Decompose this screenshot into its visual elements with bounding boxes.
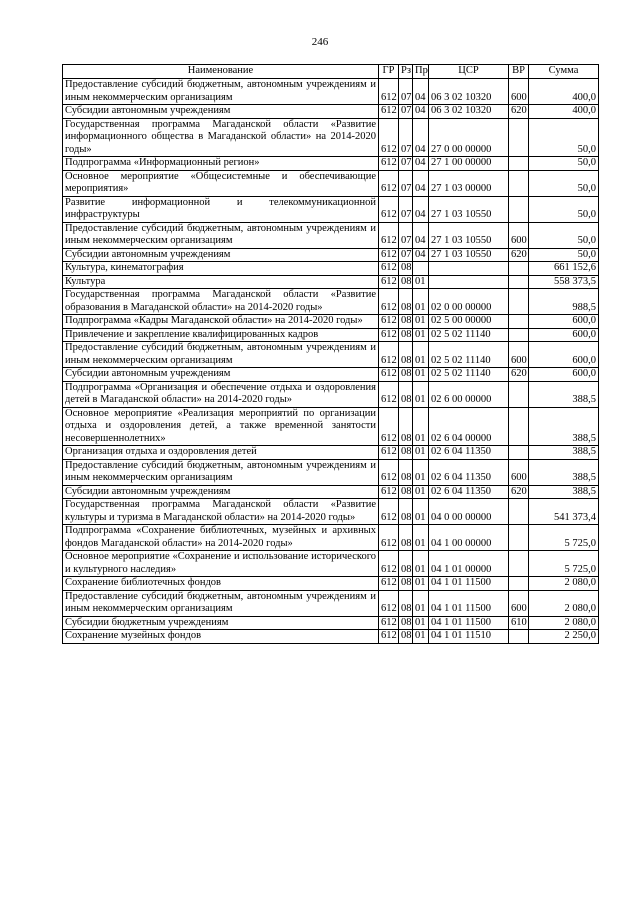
cell-vr (509, 328, 529, 342)
cell-gr: 612 (379, 170, 399, 196)
cell-rz: 08 (399, 289, 413, 315)
cell-rz: 08 (399, 630, 413, 644)
cell-name: Подпрограмма «Кадры Магаданской области» на 2014-2020 годы» (63, 315, 379, 329)
cell-name: Развитие информационной и телекоммуникационной инфраструктуры (63, 196, 379, 222)
cell-sum: 50,0 (529, 222, 599, 248)
table-row (63, 499, 599, 525)
cell-rz: 08 (399, 577, 413, 591)
table-row (63, 170, 599, 196)
cell-sum: 600,0 (529, 328, 599, 342)
cell-pr: 04 (413, 79, 429, 105)
page-number: 246 (311, 36, 329, 48)
budget-table (62, 64, 599, 644)
cell-pr: 01 (413, 577, 429, 591)
cell-pr: 01 (413, 407, 429, 446)
cell-vr: 600 (509, 459, 529, 485)
cell-sum: 50,0 (529, 118, 599, 157)
cell-pr: 01 (413, 459, 429, 485)
cell-vr (509, 262, 529, 276)
cell-gr: 612 (379, 499, 399, 525)
cell-vr: 600 (509, 79, 529, 105)
cell-pr: 01 (413, 499, 429, 525)
cell-rz: 08 (399, 551, 413, 577)
cell-sum: 5 725,0 (529, 551, 599, 577)
table-row (63, 459, 599, 485)
cell-name: Предоставление субсидий бюджетным, автономным учреждениям и иным некоммерческим организациям (63, 459, 379, 485)
cell-sum: 661 152,6 (529, 262, 599, 276)
cell-gr: 612 (379, 368, 399, 382)
cell-pr: 01 (413, 551, 429, 577)
cell-sum: 50,0 (529, 248, 599, 262)
table-row (63, 342, 599, 368)
cell-sum: 5 725,0 (529, 525, 599, 551)
table-row (63, 196, 599, 222)
cell-sum: 400,0 (529, 79, 599, 105)
cell-name: Государственная программа Магаданской области «Развитие образования в Магаданской области» на 2014-2020 годы» (63, 289, 379, 315)
cell-gr: 612 (379, 407, 399, 446)
table-row (63, 289, 599, 315)
table-row (63, 368, 599, 382)
cell-csr: 27 1 03 10550 (429, 196, 509, 222)
table-row (63, 381, 599, 407)
cell-rz: 07 (399, 79, 413, 105)
cell-csr: 27 0 00 00000 (429, 118, 509, 157)
cell-rz: 08 (399, 328, 413, 342)
table-row (63, 118, 599, 157)
cell-name: Предоставление субсидий бюджетным, автономным учреждениям и иным некоммерческим организациям (63, 79, 379, 105)
cell-name: Предоставление субсидий бюджетным, автономным учреждениям и иным некоммерческим организациям (63, 590, 379, 616)
cell-sum: 388,5 (529, 407, 599, 446)
cell-pr: 01 (413, 342, 429, 368)
cell-gr: 612 (379, 551, 399, 577)
cell-name: Субсидии бюджетным учреждениям (63, 616, 379, 630)
cell-gr: 612 (379, 328, 399, 342)
table-row (63, 248, 599, 262)
cell-gr: 612 (379, 616, 399, 630)
cell-csr: 04 1 01 00000 (429, 551, 509, 577)
cell-pr: 01 (413, 590, 429, 616)
cell-csr: 02 6 04 11350 (429, 485, 509, 499)
cell-rz: 08 (399, 616, 413, 630)
cell-rz: 08 (399, 485, 413, 499)
cell-rz: 07 (399, 157, 413, 171)
cell-gr: 612 (379, 118, 399, 157)
cell-name: Государственная программа Магаданской области «Развитие информационного общества в Магаданской области» на 2014-2020 годы» (63, 118, 379, 157)
cell-gr: 612 (379, 577, 399, 591)
cell-gr: 612 (379, 196, 399, 222)
cell-name: Основное мероприятие «Сохранение и использование исторического и культурного наследия» (63, 551, 379, 577)
cell-gr: 612 (379, 79, 399, 105)
cell-vr (509, 630, 529, 644)
cell-vr (509, 157, 529, 171)
table-row (63, 315, 599, 329)
cell-gr: 612 (379, 459, 399, 485)
table-row (63, 157, 599, 171)
cell-rz: 08 (399, 342, 413, 368)
cell-rz: 08 (399, 446, 413, 460)
cell-sum: 988,5 (529, 289, 599, 315)
table-row (63, 525, 599, 551)
cell-pr: 04 (413, 196, 429, 222)
table-row (63, 446, 599, 460)
cell-vr: 610 (509, 616, 529, 630)
cell-gr: 612 (379, 446, 399, 460)
cell-pr: 01 (413, 616, 429, 630)
cell-rz: 08 (399, 407, 413, 446)
cell-name: Сохранение библиотечных фондов (63, 577, 379, 591)
cell-rz: 07 (399, 105, 413, 119)
cell-rz: 08 (399, 525, 413, 551)
cell-name: Подпрограмма «Информационный регион» (63, 157, 379, 171)
cell-sum: 600,0 (529, 342, 599, 368)
cell-csr: 02 6 04 11350 (429, 459, 509, 485)
cell-gr: 612 (379, 157, 399, 171)
cell-pr: 04 (413, 222, 429, 248)
cell-gr: 612 (379, 525, 399, 551)
cell-sum: 558 373,5 (529, 275, 599, 289)
cell-rz: 08 (399, 368, 413, 382)
cell-vr: 620 (509, 485, 529, 499)
cell-rz: 08 (399, 262, 413, 276)
cell-sum: 388,5 (529, 485, 599, 499)
cell-name: Сохранение музейных фондов (63, 630, 379, 644)
cell-pr: 01 (413, 381, 429, 407)
cell-vr (509, 196, 529, 222)
cell-csr: 04 1 00 00000 (429, 525, 509, 551)
cell-rz: 07 (399, 196, 413, 222)
table-row (63, 616, 599, 630)
table-row (63, 590, 599, 616)
cell-vr: 600 (509, 590, 529, 616)
cell-csr: 06 3 02 10320 (429, 105, 509, 119)
cell-pr (413, 262, 429, 276)
cell-csr: 04 1 01 11500 (429, 577, 509, 591)
cell-csr: 04 0 00 00000 (429, 499, 509, 525)
cell-gr: 612 (379, 275, 399, 289)
cell-name: Основное мероприятие «Общесистемные и обеспечивающие мероприятия» (63, 170, 379, 196)
cell-gr: 612 (379, 315, 399, 329)
cell-sum: 2 250,0 (529, 630, 599, 644)
cell-name: Основное мероприятие «Реализация мероприятий по организации отдыха и оздоровления детей, а также временной занятости несовершеннолетних» (63, 407, 379, 446)
cell-rz: 07 (399, 248, 413, 262)
cell-csr: 02 5 02 11140 (429, 342, 509, 368)
cell-name: Предоставление субсидий бюджетным, автономным учреждениям и иным некоммерческим организациям (63, 222, 379, 248)
table-row (63, 630, 599, 644)
cell-pr: 01 (413, 368, 429, 382)
cell-pr: 01 (413, 328, 429, 342)
cell-name: Организация отдыха и оздоровления детей (63, 446, 379, 460)
cell-vr (509, 289, 529, 315)
cell-csr: 02 6 00 00000 (429, 381, 509, 407)
cell-gr: 612 (379, 342, 399, 368)
header-vr: ВР (509, 65, 529, 79)
cell-vr (509, 381, 529, 407)
header-name: Наименование (63, 65, 379, 79)
cell-rz: 08 (399, 275, 413, 289)
cell-sum: 50,0 (529, 157, 599, 171)
cell-vr (509, 407, 529, 446)
cell-rz: 07 (399, 170, 413, 196)
cell-vr: 620 (509, 105, 529, 119)
cell-csr: 02 6 04 11350 (429, 446, 509, 460)
cell-name: Субсидии автономным учреждениям (63, 368, 379, 382)
cell-vr (509, 525, 529, 551)
cell-csr: 27 1 00 00000 (429, 157, 509, 171)
table-row (63, 577, 599, 591)
cell-csr: 04 1 01 11500 (429, 590, 509, 616)
cell-vr: 620 (509, 248, 529, 262)
cell-pr: 01 (413, 315, 429, 329)
cell-gr: 612 (379, 381, 399, 407)
cell-vr: 620 (509, 368, 529, 382)
header-sum: Сумма (529, 65, 599, 79)
cell-pr: 01 (413, 289, 429, 315)
cell-rz: 08 (399, 590, 413, 616)
cell-pr: 01 (413, 275, 429, 289)
table-row (63, 407, 599, 446)
cell-csr: 27 1 03 10550 (429, 222, 509, 248)
cell-sum: 388,5 (529, 446, 599, 460)
cell-csr: 27 1 03 00000 (429, 170, 509, 196)
cell-sum: 400,0 (529, 105, 599, 119)
table-row (63, 262, 599, 276)
cell-vr: 600 (509, 222, 529, 248)
cell-vr (509, 499, 529, 525)
cell-name: Подпрограмма «Организация и обеспечение отдыха и оздоровления детей в Магаданской области» на 2014-2020 годы» (63, 381, 379, 407)
cell-csr: 02 6 04 00000 (429, 407, 509, 446)
cell-csr: 04 1 01 11500 (429, 616, 509, 630)
cell-name: Предоставление субсидий бюджетным, автономным учреждениям и иным некоммерческим организациям (63, 342, 379, 368)
cell-name: Субсидии автономным учреждениям (63, 248, 379, 262)
cell-csr: 02 5 02 11140 (429, 328, 509, 342)
cell-sum: 388,5 (529, 381, 599, 407)
cell-sum: 388,5 (529, 459, 599, 485)
cell-gr: 612 (379, 248, 399, 262)
cell-pr: 04 (413, 170, 429, 196)
cell-name: Культура (63, 275, 379, 289)
cell-rz: 08 (399, 315, 413, 329)
cell-pr: 01 (413, 630, 429, 644)
cell-sum: 50,0 (529, 196, 599, 222)
cell-csr: 02 5 02 11140 (429, 368, 509, 382)
header-gr: ГР (379, 65, 399, 79)
cell-csr (429, 275, 509, 289)
header-rz: Рз (399, 65, 413, 79)
cell-name: Субсидии автономным учреждениям (63, 485, 379, 499)
cell-vr (509, 315, 529, 329)
cell-sum: 600,0 (529, 315, 599, 329)
cell-csr: 02 5 00 00000 (429, 315, 509, 329)
cell-vr (509, 551, 529, 577)
cell-rz: 07 (399, 222, 413, 248)
cell-sum: 2 080,0 (529, 590, 599, 616)
cell-sum: 2 080,0 (529, 616, 599, 630)
table-body (63, 79, 599, 644)
cell-csr (429, 262, 509, 276)
table-row (63, 328, 599, 342)
cell-pr: 04 (413, 118, 429, 157)
cell-sum: 50,0 (529, 170, 599, 196)
cell-rz: 08 (399, 499, 413, 525)
table-row (63, 485, 599, 499)
cell-name: Государственная программа Магаданской области «Развитие культуры и туризма в Магаданской области» на 2014-2020 годы» (63, 499, 379, 525)
cell-gr: 612 (379, 630, 399, 644)
cell-pr: 01 (413, 525, 429, 551)
cell-gr: 612 (379, 590, 399, 616)
cell-pr: 01 (413, 446, 429, 460)
cell-gr: 612 (379, 289, 399, 315)
table-row (63, 275, 599, 289)
cell-vr (509, 275, 529, 289)
cell-rz: 08 (399, 459, 413, 485)
cell-rz: 07 (399, 118, 413, 157)
table-header-row (63, 65, 599, 79)
cell-vr (509, 170, 529, 196)
cell-name: Культура, кинематография (63, 262, 379, 276)
cell-csr: 27 1 03 10550 (429, 248, 509, 262)
cell-pr: 01 (413, 485, 429, 499)
cell-gr: 612 (379, 262, 399, 276)
cell-pr: 04 (413, 157, 429, 171)
cell-gr: 612 (379, 222, 399, 248)
cell-vr (509, 446, 529, 460)
cell-pr: 04 (413, 105, 429, 119)
table-row (63, 222, 599, 248)
table-row (63, 105, 599, 119)
cell-name: Привлечение и закрепление квалифицированных кадров (63, 328, 379, 342)
cell-sum: 600,0 (529, 368, 599, 382)
cell-vr (509, 577, 529, 591)
cell-name: Субсидии автономным учреждениям (63, 105, 379, 119)
cell-vr: 600 (509, 342, 529, 368)
cell-csr: 04 1 01 11510 (429, 630, 509, 644)
cell-rz: 08 (399, 381, 413, 407)
cell-gr: 612 (379, 105, 399, 119)
header-csr: ЦСР (429, 65, 509, 79)
cell-csr: 02 0 00 00000 (429, 289, 509, 315)
cell-sum: 2 080,0 (529, 577, 599, 591)
table-row (63, 79, 599, 105)
table-row (63, 551, 599, 577)
cell-vr (509, 118, 529, 157)
cell-name: Подпрограмма «Сохранение библиотечных, музейных и архивных фондов Магаданской области» на 2014-2020 годы» (63, 525, 379, 551)
cell-sum: 541 373,4 (529, 499, 599, 525)
cell-csr: 06 3 02 10320 (429, 79, 509, 105)
cell-gr: 612 (379, 485, 399, 499)
cell-pr: 04 (413, 248, 429, 262)
header-pr: Пр (413, 65, 429, 79)
